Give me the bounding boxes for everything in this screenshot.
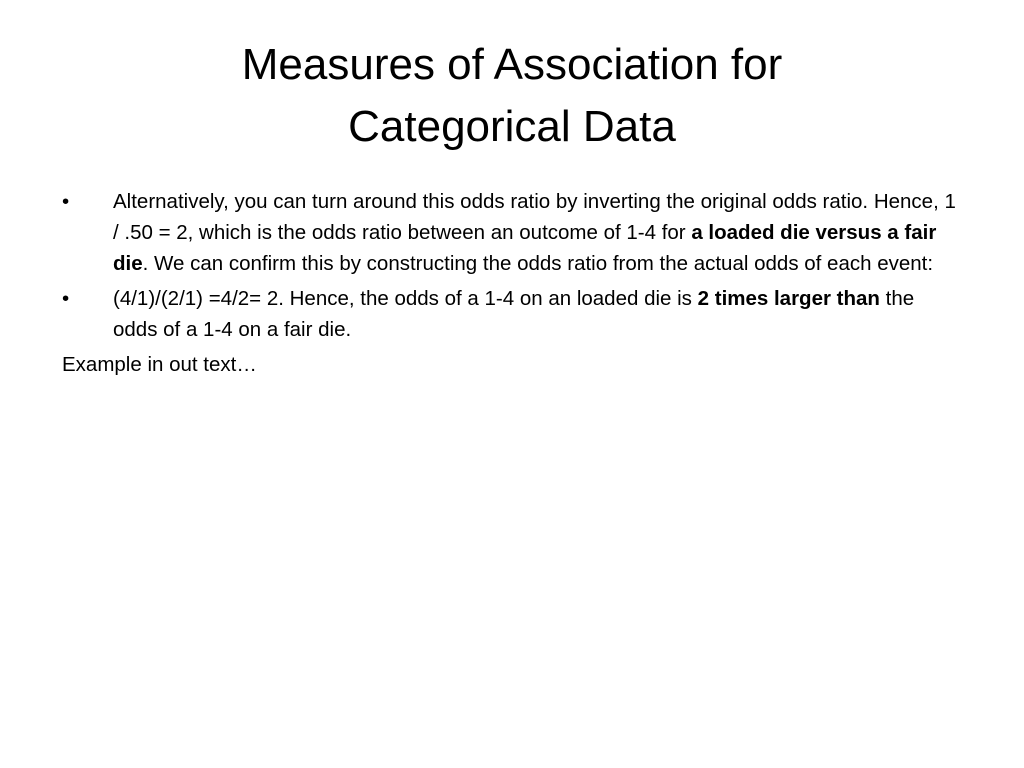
bullet-icon: • xyxy=(62,190,70,213)
bullet-item-1 xyxy=(62,186,962,279)
bullet-2-text: (4/1)/(2/1) =4/2= 2. Hence, the odds of a 1-4 on an loaded die is xyxy=(113,287,698,310)
slide-body xyxy=(62,186,962,380)
bullet-item-2 xyxy=(62,283,962,345)
bullet-icon: • xyxy=(62,287,70,310)
bullet-2-text-end: the odds of a 1-4 on a fair die. xyxy=(113,287,915,341)
bullet-2-bold-text: 2 times larger than xyxy=(697,287,880,310)
slide-title-line-2: Categorical Data xyxy=(348,102,676,151)
bullet-1-text: Alternatively, you can turn around this odds ratio by inverting the original odds ratio. Hence, 1 / .50 = 2, which is the odds ratio between an outcome of 1-4 for xyxy=(113,190,956,244)
bullet-1-text-end: . We can confirm this by constructing the odds ratio from the actual odds of each event: xyxy=(142,252,934,275)
bullet-1-bold-text: a loaded die versus a fair die xyxy=(113,221,937,275)
slide-title-line-1: Measures of Association for xyxy=(241,40,783,89)
slide-title xyxy=(60,34,964,158)
example-note: Example in out text… xyxy=(62,353,257,376)
